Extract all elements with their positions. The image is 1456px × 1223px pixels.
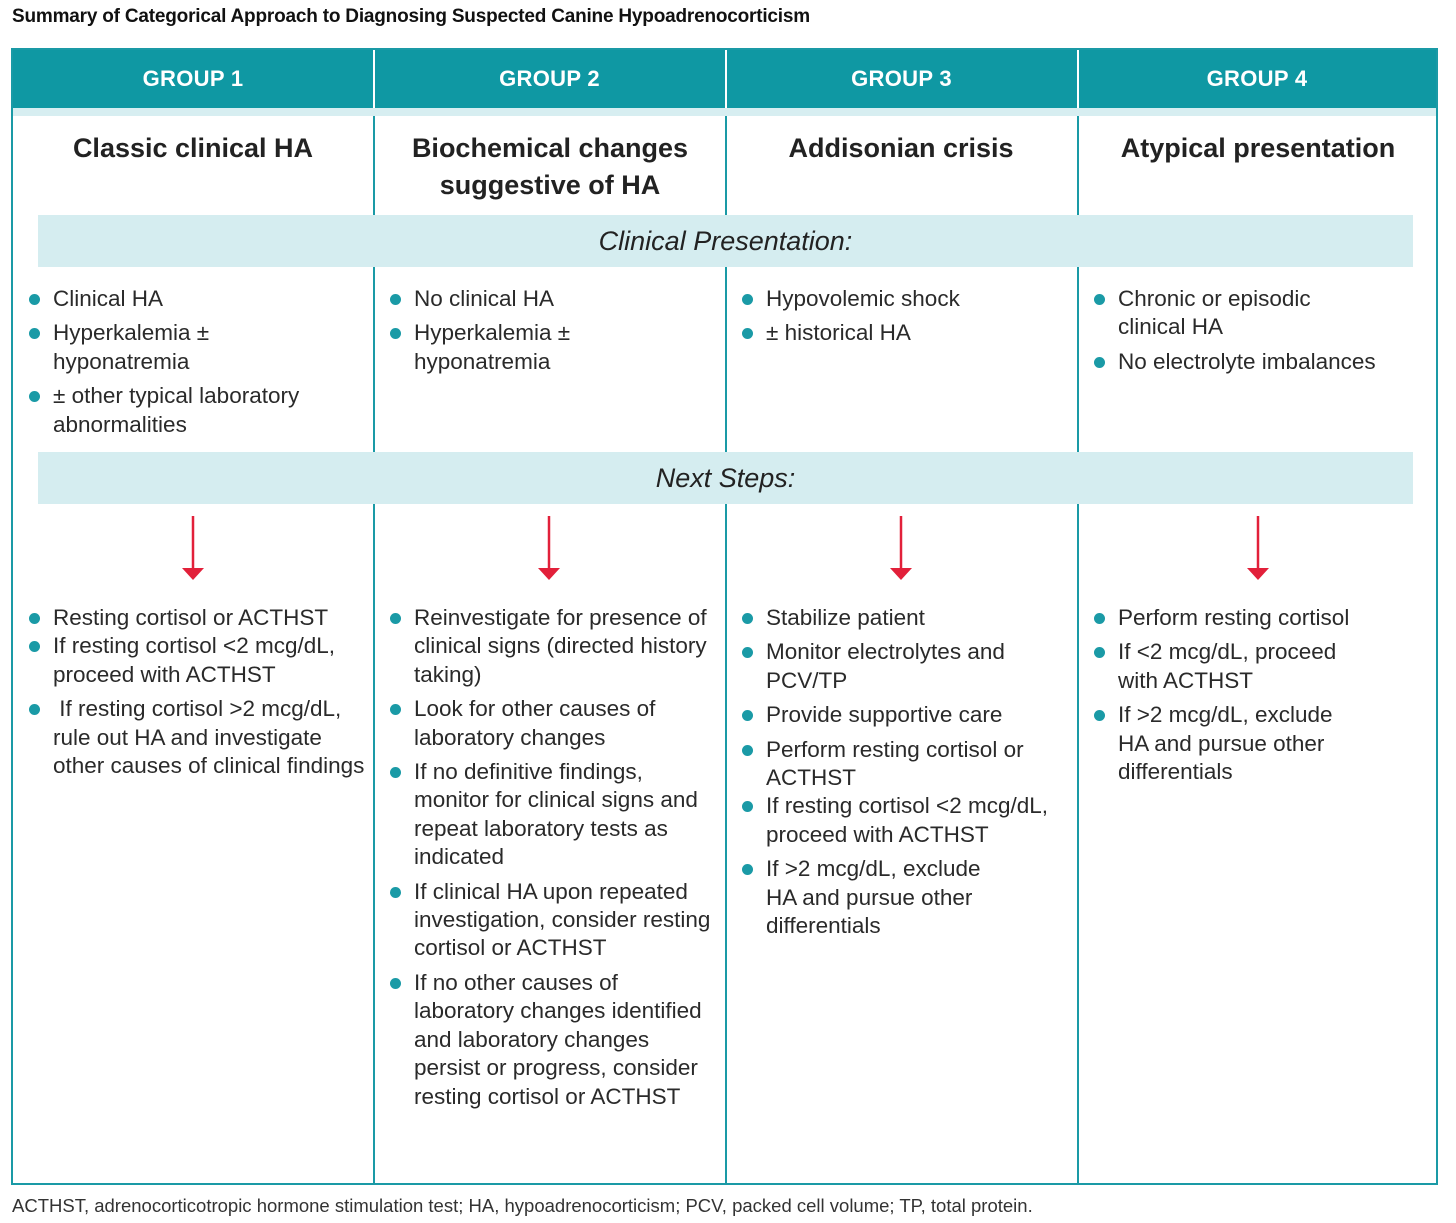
header-divider — [1077, 50, 1079, 108]
group-2-title: Biochemical changes suggestive of HA — [411, 133, 689, 200]
bullet-icon — [390, 767, 401, 778]
bullet-icon — [742, 647, 753, 658]
down-arrow-icon — [538, 516, 560, 580]
down-arrow-icon — [1247, 516, 1269, 580]
bullet-icon — [29, 613, 40, 624]
list-item: If resting cortisol <2 mcg/dL, proceed with ACTHST — [13, 632, 365, 689]
bullet-icon — [742, 613, 753, 624]
bullet-icon — [29, 328, 40, 339]
group-3-next-steps-list — [726, 604, 1071, 946]
list-item: No electrolyte imbalances — [1078, 348, 1430, 376]
list-item: ± historical HA — [726, 319, 1066, 347]
down-arrow-icon — [890, 516, 912, 580]
bullet-icon — [390, 887, 401, 898]
list-item: Hyperkalemia ± hyponatremia — [374, 319, 714, 376]
list-item: If <2 mcg/dL, proceed with ACTHST — [1078, 638, 1423, 695]
bullet-icon — [742, 294, 753, 305]
list-item: Clinical HA — [13, 285, 363, 313]
bullet-icon — [29, 704, 40, 715]
list-item: If >2 mcg/dL, exclude HA and pursue other differentials — [726, 855, 1071, 940]
list-item: If clinical HA upon repeated investigation, consider resting cortisol or ACTHST — [374, 878, 719, 963]
group-4-presentation-list — [1078, 285, 1430, 382]
bullet-icon — [742, 710, 753, 721]
bullet-icon — [1094, 357, 1105, 368]
bullet-icon — [390, 978, 401, 989]
list-item: Hypovolemic shock — [726, 285, 1066, 313]
group-4-header: GROUP 4 — [1206, 66, 1308, 91]
list-item: Perform resting cortisol or ACTHST — [726, 736, 1071, 793]
group-3-header: GROUP 3 — [851, 66, 952, 91]
bullet-icon — [390, 328, 401, 339]
diagnosis-table — [11, 48, 1438, 1185]
list-item: If resting cortisol >2 mcg/dL, rule out HA and investigate other causes of clinical findings — [13, 695, 365, 780]
list-item: Look for other causes of laboratory changes — [374, 695, 719, 752]
clinical-presentation-band: Clinical Presentation: — [38, 215, 1413, 267]
list-item: If no definitive findings, monitor for clinical signs and repeat laboratory tests as indicated — [374, 758, 719, 872]
bullet-icon — [390, 613, 401, 624]
list-item: If >2 mcg/dL, exclude HA and pursue other differentials — [1078, 701, 1423, 786]
list-item: No clinical HA — [374, 285, 714, 313]
list-item: Monitor electrolytes and PCV/TP — [726, 638, 1071, 695]
list-item: Reinvestigate for presence of clinical signs (directed history taking) — [374, 604, 719, 689]
bullet-icon — [29, 294, 40, 305]
list-item: ± other typical laboratory abnormalities — [13, 382, 363, 439]
list-item: Chronic or episodic clinical HA — [1078, 285, 1430, 342]
bullet-icon — [29, 641, 40, 652]
list-item: Stabilize patient — [726, 604, 1071, 632]
bullet-icon — [390, 294, 401, 305]
header-underline — [13, 108, 1436, 116]
list-item: Provide supportive care — [726, 701, 1071, 729]
list-item: Hyperkalemia ± hyponatremia — [13, 319, 363, 376]
group-3-title: Addisonian crisis — [788, 133, 1014, 163]
down-arrow-icon — [182, 516, 204, 580]
group-1-next-steps-list — [13, 604, 365, 786]
group-2-next-steps-list — [374, 604, 719, 1117]
group-4-next-steps-list — [1078, 604, 1423, 792]
header-divider — [373, 50, 375, 108]
list-item: Perform resting cortisol — [1078, 604, 1423, 632]
group-4-title: Atypical presentation — [1120, 133, 1396, 163]
footnote: ACTHST, adrenocorticotropic hormone stimulation test; HA, hypoadrenocorticism; PCV, packed cell volume; TP, total protein. — [12, 1195, 1033, 1216]
group-2-header: GROUP 2 — [499, 66, 600, 91]
group-1-presentation-list — [13, 285, 363, 445]
bullet-icon — [1094, 294, 1105, 305]
document-title: Summary of Categorical Approach to Diagnosing Suspected Canine Hypoadrenocorticism — [12, 6, 810, 27]
header-divider — [725, 50, 727, 108]
group-3-presentation-list — [726, 285, 1066, 354]
list-item: If no other causes of laboratory changes identified and laboratory changes persist or progress, consider resting cortisol or ACTHST — [374, 969, 719, 1111]
group-1-header: GROUP 1 — [142, 66, 244, 91]
bullet-icon — [1094, 613, 1105, 624]
bullet-icon — [29, 391, 40, 402]
next-steps-band: Next Steps: — [38, 452, 1413, 504]
bullet-icon — [1094, 647, 1105, 658]
bullet-icon — [742, 745, 753, 756]
bullet-icon — [742, 328, 753, 339]
bullet-icon — [742, 801, 753, 812]
bullet-icon — [390, 704, 401, 715]
group-2-presentation-list — [374, 285, 714, 382]
list-item: Resting cortisol or ACTHST — [13, 604, 365, 632]
bullet-icon — [742, 864, 753, 875]
bullet-icon — [1094, 710, 1105, 721]
list-item: If resting cortisol <2 mcg/dL, proceed with ACTHST — [726, 792, 1071, 849]
group-1-title: Classic clinical HA — [72, 133, 314, 163]
